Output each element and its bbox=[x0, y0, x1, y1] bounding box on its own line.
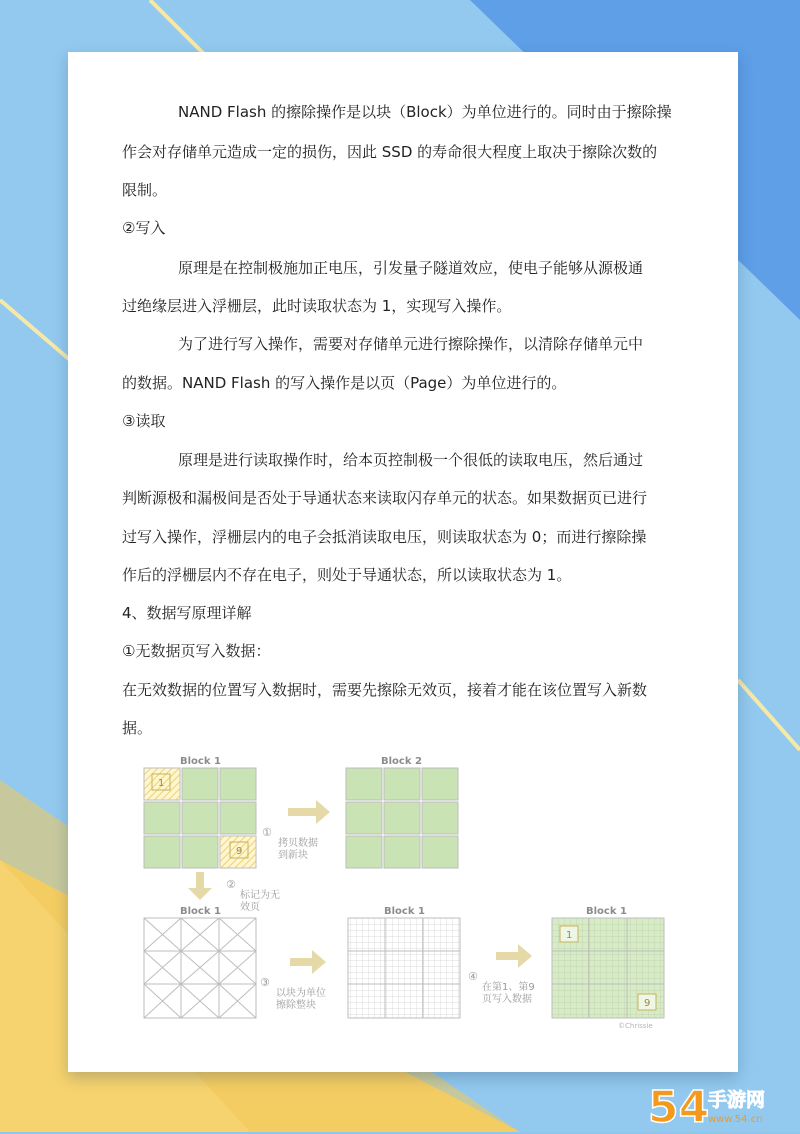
logo-brand: 手游网 bbox=[708, 1089, 766, 1111]
logo-domain: www.54.cn bbox=[708, 1114, 763, 1125]
step1-number: ① bbox=[262, 826, 272, 839]
step3-number: ③ bbox=[260, 976, 270, 989]
paragraph-line: 在无效数据的位置写入数据时，需要先擦除无效页，接着才能在该位置写入新数 bbox=[122, 681, 648, 699]
step3-text: 擦除整块 bbox=[276, 1000, 316, 1011]
paragraph-line: 限制。 bbox=[122, 181, 168, 199]
block1-erased-grid bbox=[348, 918, 460, 1018]
right-arrow-icon bbox=[288, 800, 330, 824]
page-1-label: 1 bbox=[158, 778, 165, 789]
page-1-label: 1 bbox=[566, 930, 573, 941]
section-heading-data-write: 4、数据写原理详解 bbox=[122, 604, 252, 622]
paragraph-line: 作会对存储单元造成一定的损伤，因此 SSD 的寿命很大程度上取决于擦除次数的 bbox=[122, 143, 658, 161]
page-9-label: 9 bbox=[644, 998, 651, 1009]
paragraph-line: 判断源极和漏极间是否处于导通状态来读取闪存单元的状态。如果数据页已进行 bbox=[122, 489, 648, 507]
step2-number: ② bbox=[226, 878, 236, 891]
block1-label: Block 1 bbox=[180, 756, 221, 767]
paragraph-line: 过绝缘层进入浮栅层，此时读取状态为 1，实现写入操作。 bbox=[122, 297, 512, 315]
section-heading-write: ②写入 bbox=[122, 219, 166, 237]
step1-text: 拷贝数据 bbox=[278, 838, 318, 849]
block1-final-grid bbox=[552, 918, 664, 1018]
block1-invalid-grid bbox=[144, 918, 256, 1018]
nand-write-diagram bbox=[140, 750, 470, 1040]
step1-text: 到新块 bbox=[278, 850, 308, 861]
block1-final-label: Block 1 bbox=[586, 906, 627, 917]
site-logo bbox=[646, 1076, 796, 1130]
down-arrow-icon bbox=[188, 872, 212, 900]
figure-watermark: ©Chrissie bbox=[618, 1022, 653, 1030]
block2-grid bbox=[346, 768, 458, 868]
paragraph-line: NAND Flash 的擦除操作是以块（Block）为单位进行的。同时由于擦除操 bbox=[178, 103, 672, 121]
subsection-heading: ①无数据页写入数据： bbox=[122, 642, 271, 660]
step4-text: 在第1、第9 bbox=[482, 982, 535, 993]
right-arrow-icon bbox=[496, 944, 532, 968]
section-heading-read: ③读取 bbox=[122, 412, 166, 430]
paragraph-line: 据。 bbox=[122, 719, 153, 737]
paragraph-line: 原理是在控制极施加正电压，引发量子隧道效应，使电子能够从源极通 bbox=[178, 259, 644, 277]
paragraph-line: 原理是进行读取操作时，给本页控制极一个很低的读取电压，然后通过 bbox=[178, 451, 644, 469]
step2-text: 效页 bbox=[240, 902, 260, 913]
right-arrow-icon bbox=[290, 950, 326, 974]
logo-digits: 54 bbox=[648, 1082, 710, 1130]
step2-text: 标记为无 bbox=[240, 890, 280, 901]
step3-text: 以块为单位 bbox=[276, 988, 326, 999]
block1-grid bbox=[144, 768, 256, 868]
paragraph-line: 为了进行写入操作，需要对存储单元进行擦除操作，以清除存储单元中 bbox=[178, 335, 644, 353]
step4-text: 页写入数据 bbox=[482, 994, 532, 1005]
step4-number: ④ bbox=[468, 970, 478, 983]
page-9-label: 9 bbox=[236, 846, 243, 857]
nand-write-diagram-final bbox=[462, 750, 672, 1040]
block2-label: Block 2 bbox=[381, 756, 422, 767]
paragraph-line: 的数据。NAND Flash 的写入操作是以页（Page）为单位进行的。 bbox=[122, 374, 567, 392]
block1-erase-label: Block 1 bbox=[180, 906, 221, 917]
paragraph-line: 过写入操作，浮栅层内的电子会抵消读取电压，则读取状态为 0；而进行擦除操 bbox=[122, 528, 647, 546]
block1-erased-label: Block 1 bbox=[384, 906, 425, 917]
paragraph-line: 作后的浮栅层内不存在电子，则处于导通状态，所以读取状态为 1。 bbox=[122, 566, 572, 584]
